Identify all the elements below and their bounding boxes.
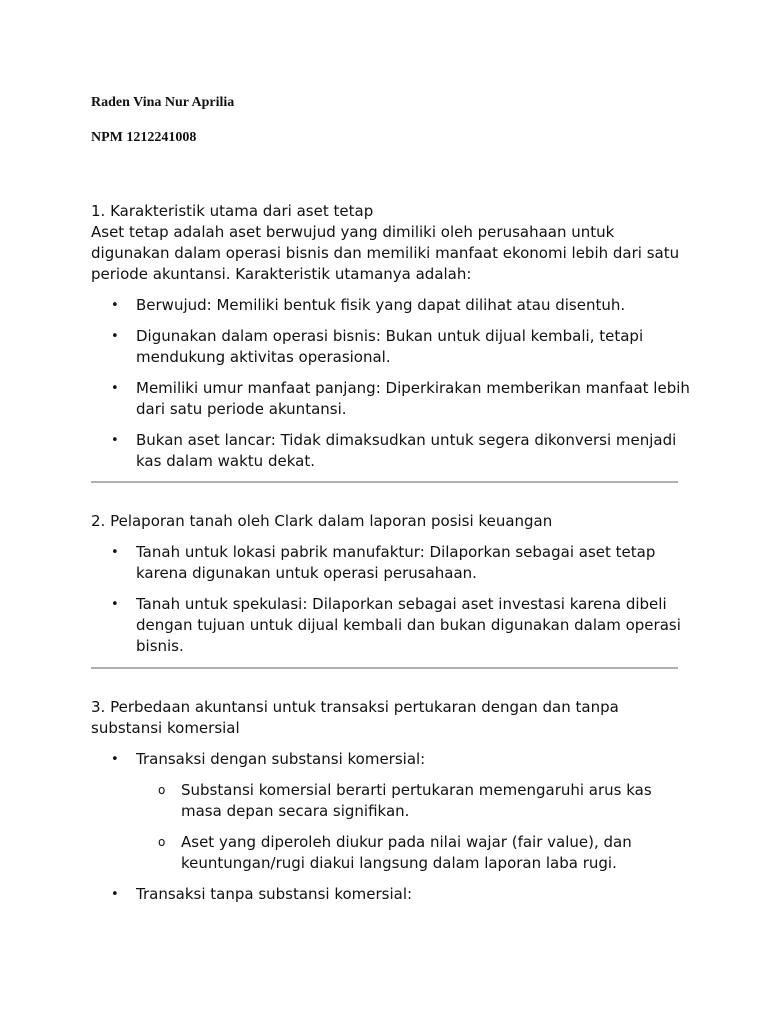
- bullet-icon: •: [111, 329, 119, 344]
- sub-list-item: o Aset yang diperoleh diukur pada nilai wajar (fair value), dan keuntungan/rugi diakui langsung dalam laporan laba rugi.: [158, 833, 632, 872]
- author-npm: NPM 1212241008: [91, 130, 197, 145]
- list-item: • Berwujud: Memiliki bentuk fisik yang dapat dilihat atau disentuh.: [111, 296, 626, 314]
- section-1: [91, 201, 691, 482]
- section-divider: [91, 667, 678, 669]
- section-2-list: [91, 542, 691, 657]
- list-item: • Memiliki umur manfaat panjang: Diperkirakan memberikan manfaat lebih dari satu periode akuntansi.: [111, 379, 690, 418]
- bullet-icon: •: [111, 433, 119, 448]
- bullet-icon: •: [111, 298, 119, 313]
- author-name: Raden Vina Nur Aprilia: [91, 95, 235, 110]
- bullet-icon: •: [111, 752, 119, 767]
- section-2: [91, 511, 691, 667]
- section-1-heading: 1. Karakteristik utama dari aset tetap: [91, 202, 374, 220]
- section-3: [91, 697, 691, 915]
- sub-list-item: o Substansi komersial berarti pertukaran memengaruhi arus kas masa depan secara signifikan.: [158, 781, 652, 820]
- list-item: • Digunakan dalam operasi bisnis: Bukan untuk dijual kembali, tetapi mendukung aktivitas operasional.: [111, 327, 644, 366]
- section-divider: [91, 481, 678, 483]
- section-1-list: [91, 295, 691, 472]
- list-item: • Tanah untuk spekulasi: Dilaporkan sebagai aset investasi karena dibeli dengan tujuan untuk dijual kembali dan bukan digunakan dalam operasi bisnis.: [111, 595, 681, 655]
- circle-bullet-icon: o: [158, 783, 166, 797]
- section-3-heading: 3. Perbedaan akuntansi untuk transaksi pertukaran dengan dan tanpa substansi komersial: [91, 698, 619, 737]
- bullet-icon: •: [111, 545, 119, 560]
- bullet-icon: •: [111, 597, 119, 612]
- bullet-icon: •: [111, 381, 119, 396]
- list-item: • Transaksi tanpa substansi komersial:: [111, 885, 413, 903]
- section-3-list: [91, 749, 691, 905]
- list-item: • Transaksi dengan substansi komersial: o Substansi komersial berarti pertukaran memengaruhi arus kas masa depan secara signifikan. o Aset yang diperoleh diukur pada nilai wajar (fair value), dan keuntungan/rugi diakui langsung dalam laporan laba rugi.: [91, 749, 691, 874]
- section-1-intro: Aset tetap adalah aset berwujud yang dimiliki oleh perusahaan untuk digunakan dalam operasi bisnis dan memiliki manfaat ekonomi lebih dari satu periode akuntansi. Karakteristik utamanya adalah:: [91, 223, 680, 283]
- list-item: • Bukan aset lancar: Tidak dimaksudkan untuk segera dikonversi menjadi kas dalam waktu dekat.: [111, 431, 677, 470]
- list-item: • Tanah untuk lokasi pabrik manufaktur: Dilaporkan sebagai aset tetap karena digunakan untuk operasi perusahaan.: [111, 543, 656, 582]
- bullet-icon: •: [111, 887, 119, 902]
- section-2-heading: 2. Pelaporan tanah oleh Clark dalam laporan posisi keuangan: [91, 512, 553, 530]
- circle-bullet-icon: o: [158, 835, 166, 849]
- sub-list: [136, 780, 691, 874]
